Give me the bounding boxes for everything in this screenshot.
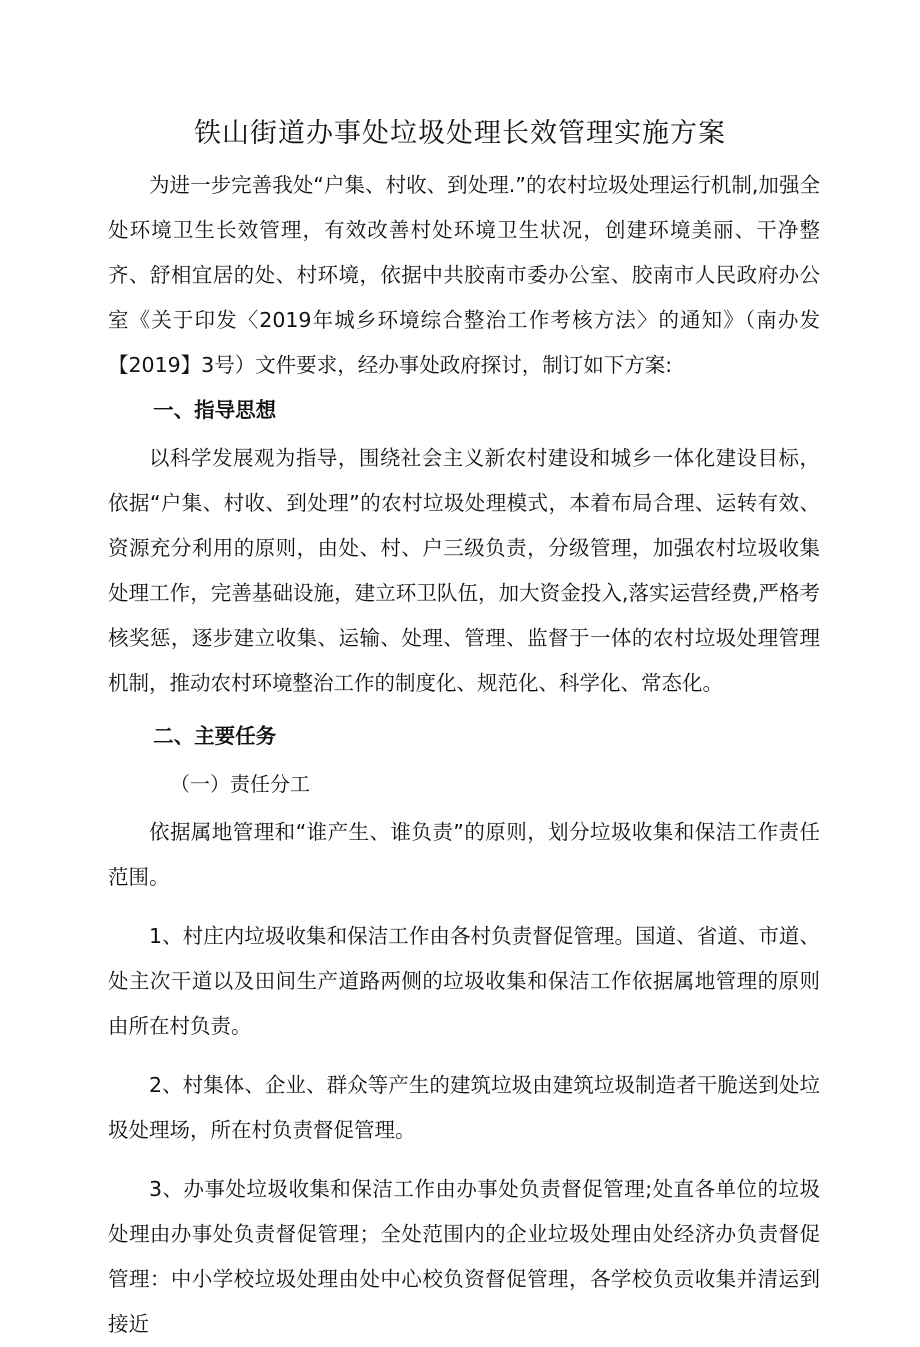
item-2-paragraph: 2、村集体、企业、群众等产生的建筑垃圾由建筑垃圾制造者干脆送到处垃圾处理场，所在村负责督促管理。: [108, 1073, 820, 1142]
section-1-paragraph: 以科学发展观为指导，围绕社会主义新农村建设和城乡一体化建设目标，依据“户集、村收、到处理”的农村垃圾处理模式，本着布局合理、运转有效、资源充分利用的原则，由处、村、户三级负责，分级管理，加强农村垃圾收集处理工作，完善基础设施，建立环卫队伍，加大资金投入,落实运营经费,严格考核奖惩，逐步建立收集、运输、处理、管理、监督于一体的农村垃圾处理管理机制，推动农村环境整治工作的制度化、规范化、科学化、常态化。: [108, 446, 820, 695]
document-title: 铁山街道办事处垃圾处理长效管理实施方案: [194, 118, 726, 149]
responsibility-paragraph: 依据属地管理和“谁产生、谁负责”的原则，划分垃圾收集和保洁工作责任范围。: [108, 820, 820, 889]
section-1-heading: 一、指导思想: [153, 398, 277, 422]
item-3-paragraph: 3、办事处垃圾收集和保洁工作由办事处负责督促管理;处直各单位的垃圾处理由办事处负责督促管理；全处范围内的企业垃圾处理由处经济办负责督促管理：中小学校垃圾处理由处中心校负资督促管理，各学校负贡收集并清运到接近: [108, 1177, 820, 1336]
intro-paragraph: 为进一步完善我处“户集、村收、到处理.”的农村垃圾处理运行机制,加强全处环境卫生长效管理，有效改善村处环境卫生状况，创建环境美丽、干净整齐、舒相宜居的处、村环境，依据中共胶南市委办公室、胶南市人民政府办公室《关于印发〈2019年城乡环境综合整治工作考核方法〉的通知》（南办发【2019】3号）文件要求，经办事处政府探讨，制订如下方案:: [108, 173, 820, 377]
item-1-paragraph: 1、村庄内垃圾收集和保洁工作由各村负责督促管理。国道、省道、市道、处主次干道以及田间生产道路两侧的垃圾收集和保洁工作依据属地管理的原则由所在村负责。: [108, 924, 820, 1038]
section-2-heading: 二、主要任务: [153, 724, 277, 748]
document-body: [108, 163, 820, 1347]
subsection-responsibility-heading: （一）责任分工: [170, 772, 310, 796]
